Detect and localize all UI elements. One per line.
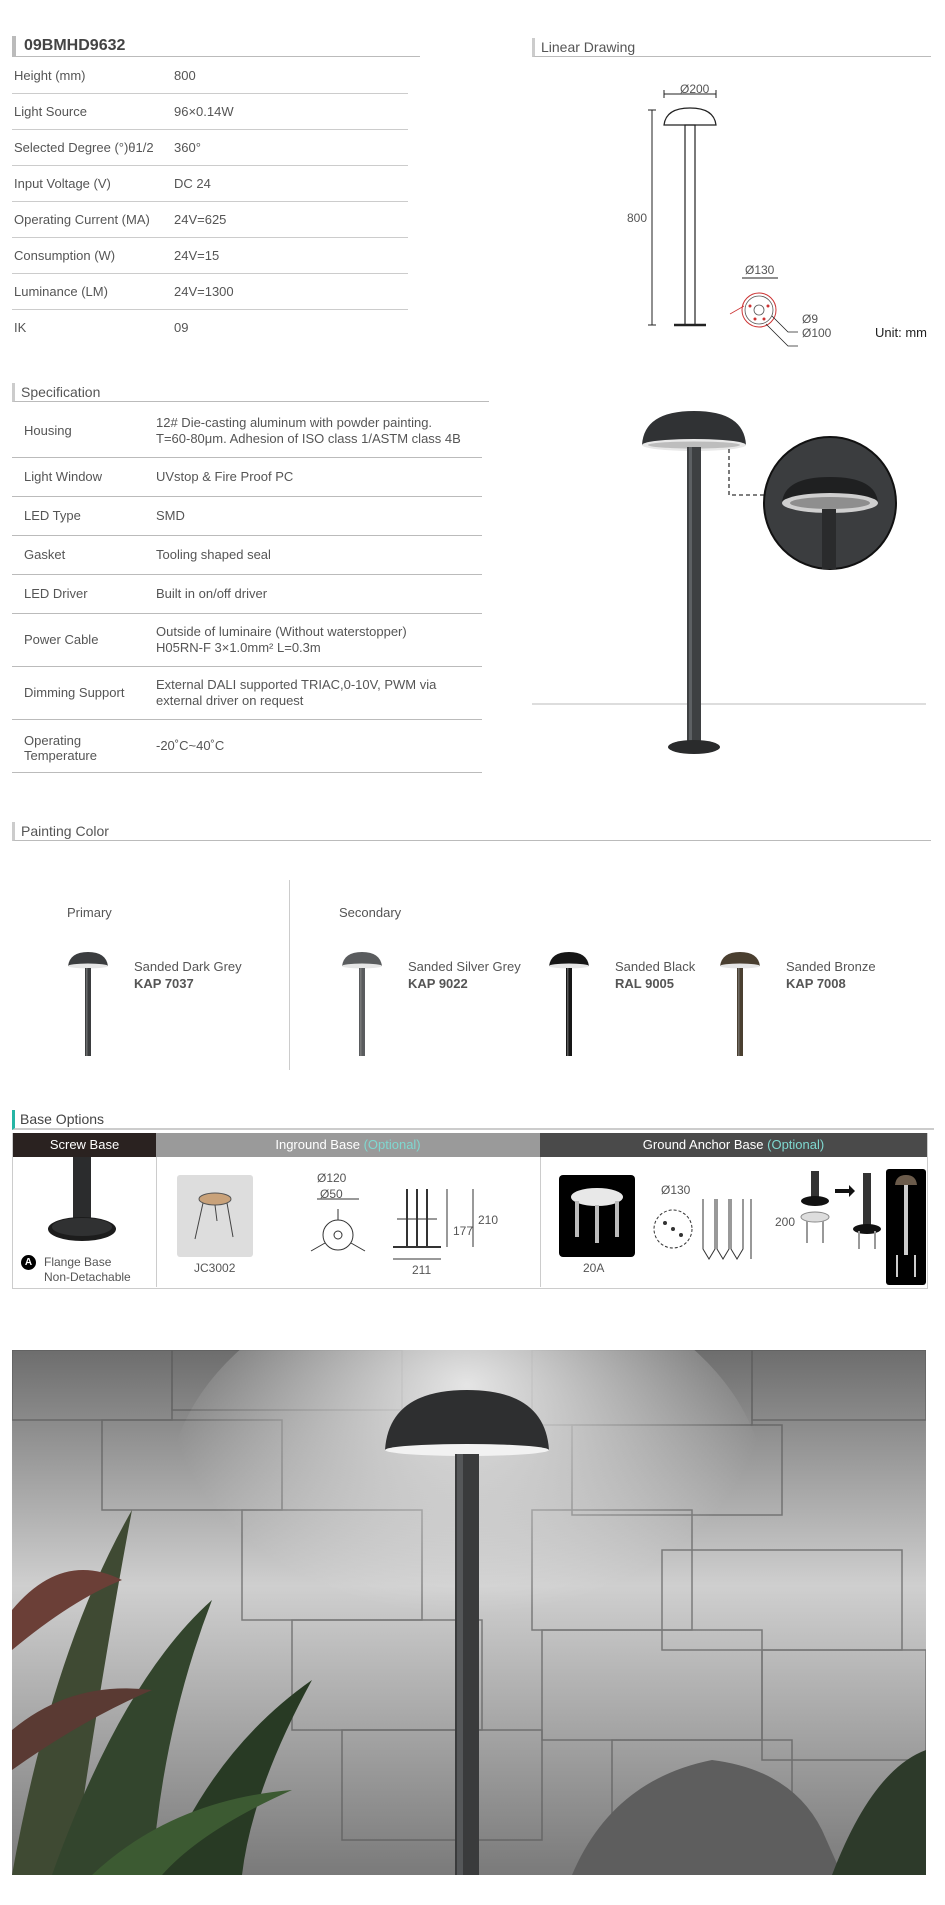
spec-row <box>12 58 408 94</box>
inground-base-header <box>156 1133 540 1157</box>
specification-key <box>24 547 65 562</box>
spec-row <box>12 310 408 345</box>
screw-base-image <box>43 1157 123 1247</box>
spec-value: 96×0.14W <box>174 104 234 119</box>
color-code: RAL 9005 <box>615 976 675 991</box>
specification-value <box>156 415 461 447</box>
primary-label: Primary <box>67 905 112 920</box>
specification-key <box>24 423 72 438</box>
screw-desc-1: Flange Base <box>44 1255 112 1269</box>
anchor-drawings <box>653 1199 796 1269</box>
color-code: KAP 9022 <box>408 976 468 991</box>
spec-key: Input Voltage (V) <box>14 176 111 191</box>
dim-d50: Ø50 <box>320 1187 343 1201</box>
color-code: KAP 7037 <box>134 976 194 991</box>
specification-row <box>12 614 482 667</box>
product-render <box>532 405 926 770</box>
model-number: 09BMHD9632 <box>12 36 420 57</box>
anchor-optional: (Optional) <box>767 1137 825 1152</box>
dim-177: 177 <box>453 1224 474 1238</box>
anchor-20a-image <box>559 1175 635 1257</box>
specification-value-line: external driver on request <box>156 693 304 708</box>
spec-row <box>12 202 408 238</box>
color-swatch-label <box>408 958 521 992</box>
specification-key-line: LED Type <box>24 508 81 523</box>
jc3002-image <box>177 1175 253 1257</box>
spec-value: 360° <box>174 140 201 155</box>
unit-label: Unit: mm <box>875 325 927 340</box>
specification-value-line: -20˚C~40˚C <box>156 738 225 753</box>
spec-key: Light Source <box>14 104 87 119</box>
specification-value <box>156 624 407 656</box>
dim-210: 210 <box>478 1213 499 1227</box>
spec-value: 24V=1300 <box>174 284 234 299</box>
spec-key: Consumption (W) <box>14 248 116 263</box>
screw-desc <box>44 1255 131 1285</box>
product-render-svg <box>532 405 926 770</box>
jc3002-code: JC3002 <box>194 1261 236 1275</box>
spec-key: Selected Degree (°)θ1/2 <box>14 140 154 155</box>
spec-row <box>12 130 408 166</box>
color-swatch-label <box>786 958 876 992</box>
spec-value: DC 24 <box>174 176 211 191</box>
specification-value <box>156 738 224 754</box>
spec-value: 24V=15 <box>174 248 220 263</box>
specification-key-line: Power Cable <box>24 632 99 647</box>
color-name: Sanded Bronze <box>786 959 876 974</box>
inground-top-drawing <box>303 1185 373 1265</box>
inground-label: Inground Base <box>275 1137 360 1152</box>
specification-key-line: LED Driver <box>24 586 88 601</box>
specification-key-line: Housing <box>24 423 72 438</box>
linear-drawing-svg <box>620 70 930 350</box>
color-name: Sanded Silver Grey <box>408 959 521 974</box>
base-options-panel <box>12 1133 928 1289</box>
lamp-swatch-icon <box>340 952 384 1058</box>
specification-value-line: H05RN-F 3×1.0mm² L=0.3m <box>156 640 321 655</box>
specification-title: Specification <box>12 383 489 402</box>
specification-key-line: Light Window <box>24 469 103 484</box>
inground-optional: (Optional) <box>363 1137 421 1152</box>
dim-d130: Ø130 <box>745 263 775 277</box>
specification-row <box>12 720 482 773</box>
color-swatch-label <box>134 958 242 992</box>
secondary-label: Secondary <box>339 905 402 920</box>
specification-key-line: Operating <box>24 733 82 748</box>
specification-value <box>156 677 436 709</box>
specification-row <box>12 497 482 536</box>
spec-row <box>12 94 408 130</box>
screw-desc-2: Non-Detachable <box>44 1270 131 1284</box>
dim-d100: Ø100 <box>802 326 832 340</box>
color-name: Sanded Dark Grey <box>134 959 242 974</box>
anchor-install-steps <box>797 1169 927 1287</box>
painting-divider <box>289 880 290 1070</box>
dim-d9: Ø9 <box>802 312 819 326</box>
color-swatch-lamp <box>340 952 384 1063</box>
inground-side-drawing <box>391 1189 511 1269</box>
base-options-title: Base Options <box>12 1110 934 1130</box>
linear-drawing-title: Linear Drawing <box>532 38 931 57</box>
specification-key <box>24 469 102 484</box>
dim-211: 211 <box>412 1263 432 1277</box>
specification-key <box>24 685 124 700</box>
spec-value: 24V=625 <box>174 212 227 227</box>
specification-value-line: SMD <box>156 508 185 523</box>
spec-key: Luminance (LM) <box>14 284 108 299</box>
spec-row <box>12 274 408 310</box>
dim-d200: Ø200 <box>680 82 710 96</box>
specification-value-line: External DALI supported TRIAC,0-10V, PWM via <box>156 677 437 692</box>
color-swatch-label <box>615 958 695 992</box>
scene-photo-svg <box>12 1350 926 1875</box>
color-swatch-lamp <box>718 952 762 1063</box>
specification-value <box>156 469 293 485</box>
specification-value <box>156 586 267 602</box>
lamp-swatch-icon <box>66 952 110 1058</box>
specification-row <box>12 667 482 720</box>
spec-row <box>12 238 408 274</box>
anchor-code: 20A <box>583 1261 605 1275</box>
specification-value-line: T=60-80μm. Adhesion of ISO class 1/ASTM class 4B <box>156 431 461 446</box>
anchor-base-header <box>540 1133 927 1157</box>
specification-row <box>12 405 482 458</box>
color-name: Sanded Black <box>615 959 696 974</box>
specification-value-line: UVstop & Fire Proof PC <box>156 469 294 484</box>
dim-anchor-d130: Ø130 <box>661 1183 691 1197</box>
linear-drawing <box>620 70 930 350</box>
specification-key-line: Dimming Support <box>24 685 125 700</box>
specification-row <box>12 575 482 614</box>
spec-key: Operating Current (MA) <box>14 212 150 227</box>
spec-value: 800 <box>174 68 196 83</box>
specification-key <box>24 632 98 647</box>
specification-value-line: 12# Die-casting aluminum with powder painting. <box>156 415 433 430</box>
scene-photo <box>12 1350 926 1875</box>
specification-key <box>24 733 97 763</box>
color-swatch-lamp <box>66 952 110 1063</box>
painting-color-title: Painting Color <box>12 822 931 841</box>
specification-key-line: Gasket <box>24 547 66 562</box>
spec-row <box>12 166 408 202</box>
screw-base-header: Screw Base <box>13 1133 156 1157</box>
color-code: KAP 7008 <box>786 976 846 991</box>
dim-200: 200 <box>775 1215 796 1229</box>
base-option-badge: A <box>21 1255 36 1270</box>
specification-value-line: Tooling shaped seal <box>156 547 271 562</box>
color-swatch-lamp <box>547 952 591 1063</box>
specification-key <box>24 508 81 523</box>
specification-value <box>156 508 185 524</box>
anchor-label: Ground Anchor Base <box>642 1137 764 1152</box>
dim-d120: Ø120 <box>317 1171 347 1185</box>
specification-value-line: Outside of luminaire (Without waterstopper) <box>156 624 407 639</box>
specification-value-line: Built in on/off driver <box>156 586 268 601</box>
specification-key <box>24 586 88 601</box>
specification-row <box>12 536 482 575</box>
lamp-swatch-icon <box>547 952 591 1058</box>
specification-row <box>12 458 482 497</box>
spec-value: 09 <box>174 320 189 335</box>
spec-key: Height (mm) <box>14 68 86 83</box>
dim-800: 800 <box>627 211 648 225</box>
spec-key: IK <box>14 320 27 335</box>
lamp-swatch-icon <box>718 952 762 1058</box>
specification-value <box>156 547 271 563</box>
specification-key-line: Temperature <box>24 748 97 763</box>
